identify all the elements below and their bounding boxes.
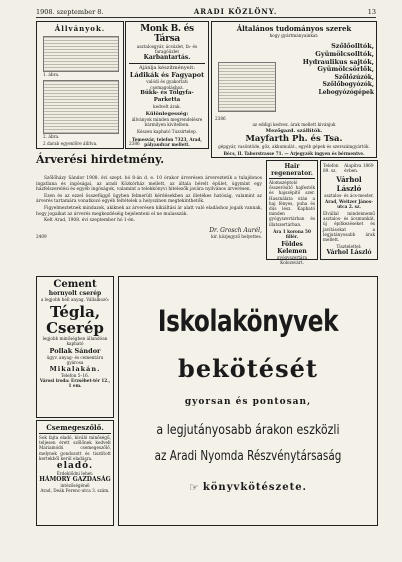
offer-intro: Ajánlja készítményeit: bbox=[139, 65, 195, 72]
ad-line: a legjutányosabb árakon eszközli bbox=[156, 423, 340, 438]
notice-paragraph: Ezen és az ezzel összefüggő ügyben felmerült kérdésekben az illetékes hatóság, valamint az árverés tartamára vonatkozó egyéb feltételek a helyszínen megtekinthetők. bbox=[36, 193, 262, 205]
ad-text: Sok fajta eladó, kiváló minőségű, teljesen érett szőlőnek kedvelt Mariamódú csemegeszőlő, melynek gondozott és tisztított kertekből kerül eladásra. bbox=[39, 435, 111, 461]
pointing-hand-icon: ☞ bbox=[188, 481, 199, 494]
ad-subtitle: bekötését bbox=[178, 354, 318, 383]
ad-text: legjobb minőségben állandóan kapható bbox=[42, 336, 108, 347]
offer-item-desc: valódi és gyakorlati csomagoláshoz. bbox=[146, 79, 188, 90]
owner-subtitle: intézőségénél bbox=[60, 483, 90, 489]
phone-number: Telefon 89. sz. bbox=[323, 163, 339, 174]
ad-subtitle: hornyolt cserép bbox=[48, 290, 102, 297]
ad-tagline: gyorsan és pontosan, bbox=[184, 397, 312, 407]
owner-address: Arad, Deák Ferenc-utca 3. szám. bbox=[40, 488, 110, 494]
product-item: Lebogyózógépek bbox=[318, 88, 374, 96]
notice-title: Árverési hirdetmény. bbox=[36, 153, 165, 166]
ad-csemege bbox=[36, 420, 114, 526]
notice-number: 2409 bbox=[36, 233, 47, 239]
ad-monk bbox=[125, 21, 209, 149]
ad-note-bold: Mezőgazd. szállítók. bbox=[265, 128, 323, 134]
notice-paragraph: Kelt Arad, 1908. évi szeptember hó 1-én. bbox=[44, 218, 136, 224]
office-address: Városi iroda: Erzsébet-tér 12., 1 em. bbox=[39, 378, 111, 389]
figure-label-2: 2. ábra. bbox=[43, 134, 60, 139]
machine-illustration bbox=[218, 62, 276, 112]
product-item: Gyümölcsörlők, bbox=[317, 65, 374, 74]
ad-footer: könyvkötészete. bbox=[202, 482, 308, 493]
scaffold-illustration bbox=[43, 36, 119, 72]
arveres-notice bbox=[36, 153, 208, 166]
owner-name: Várhol László bbox=[336, 175, 362, 194]
brand-word: Cserép bbox=[46, 319, 104, 338]
extra-text: Készen kapható Tuzsírtelep. bbox=[137, 129, 197, 135]
ad-title: Állványok. bbox=[54, 24, 106, 33]
ad-alvanyok bbox=[36, 21, 124, 149]
header-date: 1908. szeptember 8. bbox=[36, 7, 104, 16]
company-subtitle: asztalosgyár, ácsüzlet, fa- és faragóüzlet bbox=[136, 44, 198, 55]
offer-item: Bükk- és Tölgyfa-Parketta bbox=[140, 89, 194, 103]
offer-item-desc: kedvelt árak. bbox=[153, 103, 181, 109]
ad-altalanos bbox=[211, 21, 377, 158]
ad-price: Ára 1 korona 50 fillér. bbox=[273, 228, 311, 240]
owner-name: HÁMORY GAZDASÁG bbox=[39, 476, 111, 484]
product-item: Szőlőzúzók, bbox=[334, 74, 374, 82]
product-list bbox=[270, 43, 374, 96]
ad-text: Elvállal mindennemű asztalos- és ácsmunkát, új építkezéseket és javításokat a legjutányosabb árak mellett. bbox=[323, 211, 375, 243]
ad-iskola bbox=[118, 276, 378, 526]
product-item: Hydraulikus sajtók, bbox=[302, 57, 374, 66]
company-subtitle: gépgyár, vasöntöde, gőz, akkumulát., egyéb gépek és szerszámgyártók. bbox=[218, 144, 370, 149]
specialty-heading: Különlegesség: bbox=[145, 111, 189, 118]
founded-year: Alapítva 1869 évben. bbox=[344, 163, 374, 174]
product-item: Szőlőbogyózók, bbox=[322, 81, 374, 89]
ad-heading: Karbantartás. bbox=[143, 54, 191, 62]
ad-footer: Temesvár, telefon 7323, Arad, pályaudvar mellett. bbox=[132, 136, 202, 147]
product-item: Gyümölcsolltók, bbox=[315, 49, 374, 58]
owner-signature: Várhol László bbox=[326, 249, 372, 257]
owner-subtitle: ügyv. anyag- és cementáru gyárosa bbox=[46, 354, 104, 365]
notice-signature: Dr. Grosch Aurél, bbox=[209, 226, 262, 234]
brand-word: Tégla, bbox=[49, 303, 101, 322]
owner-name: Pollak Sándor bbox=[49, 346, 101, 355]
company-name: az Aradi Nyomda Részvénytársaság bbox=[154, 449, 342, 464]
figure-label-1: 1. ábra. bbox=[43, 72, 60, 77]
ad-line: a legjobb hell anyag. Vállalkozó: bbox=[40, 297, 110, 302]
phone-number: Telefon 5–16. bbox=[60, 373, 90, 379]
ad-text: Álomszéptoló ősszerösítő hajfesték és hajszépítő szer. Használata után a haj fényes, puha és dús lesz. Kapható minden gyógyszertárban és illatszertárban. bbox=[269, 180, 315, 227]
ad-bottom-line: Bécs, II. Taborstrasse 71. — Árjegyzék ingyen és bérmentve. bbox=[223, 151, 365, 156]
store-subtitle: gyógyszertára Kolozsvárt. bbox=[276, 255, 308, 266]
sale-word: eladó. bbox=[56, 461, 94, 472]
ad-cement bbox=[36, 276, 114, 418]
header-page-number: 13 bbox=[367, 7, 376, 16]
header-title: ARADI KÖZLÖNY. bbox=[193, 7, 278, 16]
owner-trade: asztalos- és ács-mester, bbox=[324, 193, 374, 199]
notice-signer-role: kir. közjegyző helyettes. bbox=[211, 233, 262, 239]
ad-varhol bbox=[320, 160, 378, 260]
owner-address: Arad, Weitzer János-utca 2. sz. bbox=[325, 198, 373, 209]
page-header bbox=[36, 6, 376, 18]
city-name: Mikalakán. bbox=[49, 365, 101, 374]
ad-title: Általános tudományos szerek bbox=[236, 24, 352, 33]
ad-title: Hair regenerator. bbox=[271, 163, 313, 177]
ad-hair bbox=[266, 160, 318, 266]
inquiry-note: Érdeklődni lehet: bbox=[56, 471, 94, 477]
ad-number: 2386 bbox=[215, 116, 226, 121]
ad-subtitle: hogy gyártmányainkat: bbox=[269, 33, 319, 38]
notice-paragraph: Szőlőházy Sándor 1908. évi szept. hó 8-án d. e. 10 órakor árverésen árvereztetik a tulajdonos ingatlana és ingóságai, az aradi Közkórház mellett, az általa bérelt épület, úgymint egy házfelszerelési és egyéb ingóságok, valamint a telekkönyvi hitelezők javára nyilvános árverésen. bbox=[36, 176, 262, 193]
store-name: Földes Kelemen bbox=[277, 241, 307, 256]
specialty-text: állványok minden megrendelésre bármilyen kivitelben. bbox=[131, 117, 203, 128]
closing-text: Tisztelettel: bbox=[336, 244, 362, 250]
figure-caption: 2 darab egyenlőre állítva. bbox=[43, 141, 98, 146]
company-name: Mayfarth Ph. és Tsa. bbox=[245, 134, 343, 144]
company-name: Monk B. és Társa bbox=[140, 24, 194, 44]
scaffold-illustration bbox=[43, 80, 119, 134]
ad-title: Iskolakönyvek bbox=[157, 304, 339, 338]
arveres-body bbox=[36, 176, 262, 239]
notice-paragraph: Figyelmeztetnek mindazok, akiknek az árverésen kikiáltási ár alatt való eladáshoz jogaik vannak, hogy jogaikat az árverés megkezdéséig bejelenteni el ne mulasszák. bbox=[36, 205, 262, 217]
ad-number: 2386 bbox=[129, 140, 140, 146]
ad-title: Cement bbox=[53, 279, 97, 290]
ad-note: az eddigi kedvez. árak mellett kivánjuk bbox=[252, 122, 336, 127]
offer-item: Ládikák és Fagyapot bbox=[129, 71, 205, 80]
product-item: Szőlőolltók, bbox=[331, 42, 374, 50]
ad-title: Csemegeszőlő. bbox=[46, 423, 104, 432]
